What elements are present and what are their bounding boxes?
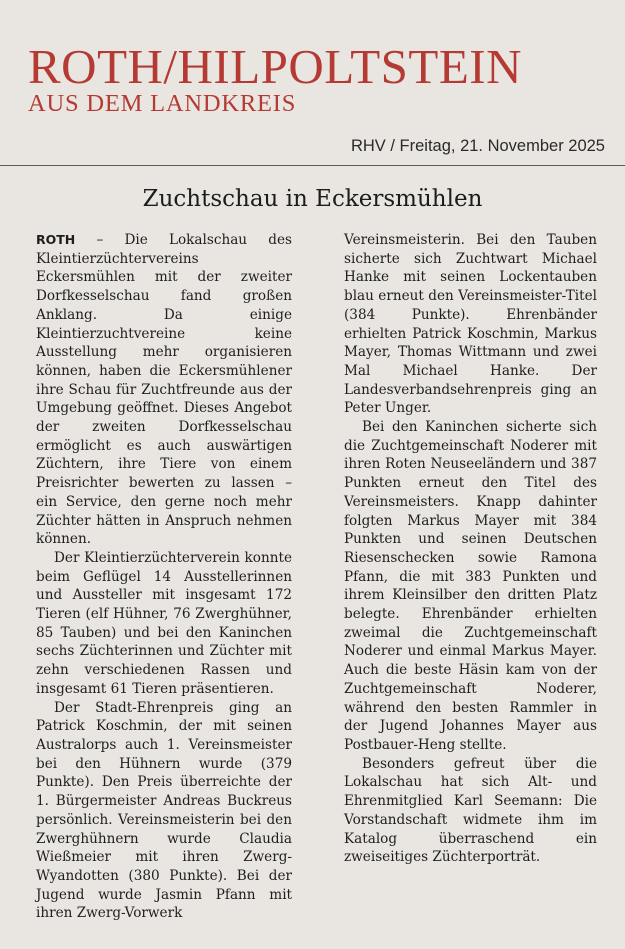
dateline: RHV / Freitag, 21. November 2025 xyxy=(350,137,605,155)
article-paragraph: Besonders gefreut über die Lokalschau hat sich Alt- und Ehrenmitglied Karl Seemann: Die Vorstandschaft widmete ihm im Katalog überraschend ein zweiseitiges Züchterporträt. xyxy=(344,755,597,866)
article-paragraph: Bei den Kaninchen sicherte sich die Zuchtgemeinschaft Noderer mit ihren Roten Neuseeländern und 387 Punkten erneut den Titel des Vereinsmeisters. Knapp dahinter folgten Markus Mayer mit 384 Punkten und seinen Deutschen Riesenschecken sowie Ramona Pfann, die mit 383 Punkten und ihrem Kleinsilber den dritten Platz belegte. Ehrenbänder erhielten zweimal die Zuchtgemeinschaft Noderer und einmal Markus Mayer. Auch die beste Häsin kam von der Zuchtgemeinschaft Noderer, während den besten Rammler in der Jugend Johannes Mayer aus Postbauer-Heng stellte. xyxy=(344,419,597,753)
section-title: ROTH/HILPOLTSTEIN xyxy=(28,39,522,94)
location-tag: ROTH xyxy=(36,232,76,247)
article-headline: Zuchtschau in Eckersmühlen xyxy=(142,186,483,212)
article-paragraph: Der Kleintierzüchterverein konnte beim Geflügel 14 Ausstellerinnen und Aussteller mit insgesamt 172 Tieren (elf Hühner, 76 Zwerghühner, 85 Tauben) und bei den Kaninchen sechs Züchterinnen und Züchter mit zehn verschiedenen Rassen und insgesamt 61 Tieren präsentieren. xyxy=(36,549,292,697)
article-paragraph: Der Stadt-Ehrenpreis ging an Patrick Koschmin, der mit seinen Australorps auch 1. Vereinsmeister bei den Hühnern wurde (379 Punkte). Den Preis überreichte der 1. Bürgermeister Andreas Buckreus persönlich. Vereinsmeisterin bei den Zwerghühnern wurde Claudia Wießmeier mit ihren Zwerg-Wyandotten (380 Punkte). Bei der Jugend wurde Jasmin Pfann mit ihren Zwerg-Vorwerk xyxy=(36,699,292,922)
header-divider xyxy=(0,165,625,166)
section-subtitle: AUS DEM LANDKREIS xyxy=(28,90,297,117)
article-paragraph: Vereinsmeisterin. Bei den Tauben sicherte sich Zuchtwart Michael Hanke mit seinen Lockentauben blau erneut den Vereinsmeister-Titel (384 Punkte). Ehrenbänder erhielten Patrick Koschmin, Markus Mayer, Thomas Wittmann und zwei Mal Michael Hanke. Der Landesverbandsehrenpreis ging an Peter Unger. xyxy=(344,232,597,417)
article-paragraph: ROTH – Die Lokalschau des Kleintierzüchtervereins Eckersmühlen mit der zweiter Dorfkesselschau fand großen Anklang. Da einige Kleintierzuchtvereine keine Ausstellung mehr organisieren können, haben die Eckersmühlener ihre Schau für Zuchtfreunde aus der Umgebung geöffnet. Dieses Angebot der zweiten Dorfkesselschau ermöglicht es auch auswärtigen Züchtern, ihre Tiere von einem Preisrichter bewerten zu lassen – ein Service, den gerne noch mehr Züchter hätten in Anspruch nehmen können. xyxy=(36,232,292,548)
article-column-left xyxy=(36,231,292,923)
article-column-right xyxy=(344,231,597,867)
masthead xyxy=(28,39,618,117)
